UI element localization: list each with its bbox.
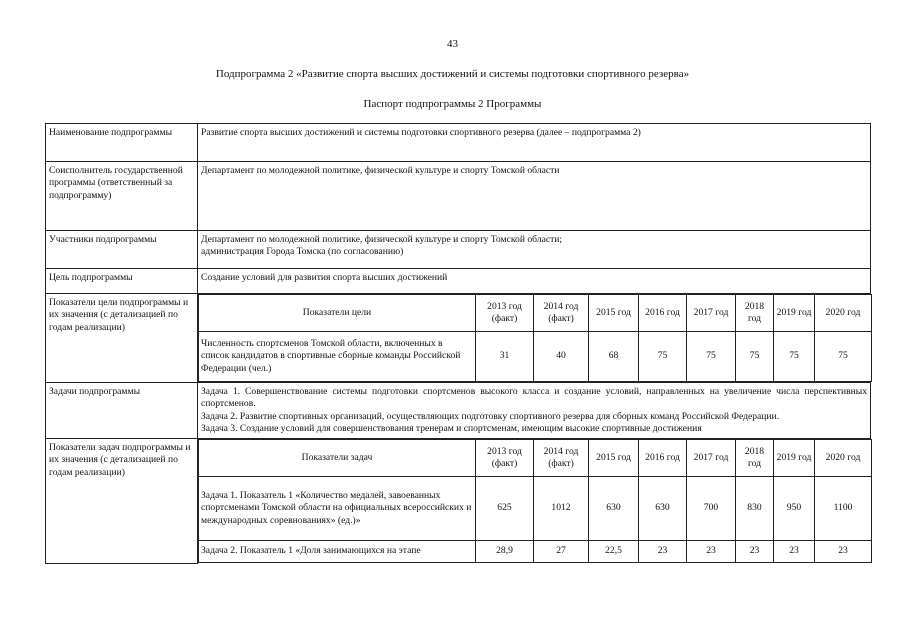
row-tasks (46, 383, 871, 439)
table-row (199, 541, 872, 563)
year-header: 2014 год (факт) (534, 295, 589, 332)
indicator-name-header: Показатели цели (199, 295, 476, 332)
goal-indicators-table (198, 294, 872, 382)
indicator-value: 630 (639, 477, 687, 541)
indicator-value: 23 (687, 541, 736, 563)
year-header: 2019 год (774, 440, 815, 477)
indicator-value: 40 (534, 332, 589, 382)
year-header: 2017 год (687, 295, 736, 332)
participant-line: Департамент по молодежной политике, физической культуре и спорту Томской области; (201, 234, 563, 245)
row-goal (46, 269, 871, 294)
indicator-value: 75 (774, 332, 815, 382)
indicator-value: 23 (639, 541, 687, 563)
tasks-cell (198, 383, 871, 439)
row-value (198, 231, 871, 269)
page-number: 43 (447, 38, 458, 50)
indicator-value: 23 (815, 541, 872, 563)
year-header: 2015 год (589, 440, 639, 477)
year-header: 2019 год (774, 295, 815, 332)
row-label: Показатели цели подпрограммы и их значения (с детализацией по годам реализации) (46, 294, 198, 383)
indicator-value: 630 (589, 477, 639, 541)
passport-table (45, 123, 871, 564)
year-header: 2016 год (639, 295, 687, 332)
year-header: 2013 год (факт) (476, 295, 534, 332)
indicator-value: 75 (687, 332, 736, 382)
indicator-value: 1100 (815, 477, 872, 541)
subprogram-title: Подпрограмма 2 «Развитие спорта высших достижений и системы подготовки спортивного резерва» (215, 68, 690, 80)
indicator-value: 75 (736, 332, 774, 382)
indicator-value: 31 (476, 332, 534, 382)
indicator-value: 68 (589, 332, 639, 382)
indicator-value: 23 (774, 541, 815, 563)
year-header: 2020 год (815, 295, 872, 332)
row-goal-indicators (46, 294, 871, 383)
row-participants (46, 231, 871, 269)
row-value: Создание условий для развития спорта высших достижений (198, 269, 871, 294)
indicator-name-header: Показатели задач (199, 440, 476, 477)
indicator-value: 27 (534, 541, 589, 563)
row-label: Показатели задач подпрограммы и их значения (с детализацией по годам реализации) (46, 439, 198, 564)
row-coexecutor (46, 162, 871, 231)
indicator-value: 1012 (534, 477, 589, 541)
indicator-name: Задача 2. Показатель 1 «Доля занимающихся на этапе (199, 541, 476, 563)
row-task-indicators (46, 439, 871, 564)
indicator-value: 950 (774, 477, 815, 541)
table-header-row (199, 440, 872, 477)
year-header: 2013 год (факт) (476, 440, 534, 477)
task-indicators-cell (198, 439, 871, 564)
year-header: 2015 год (589, 295, 639, 332)
row-label: Соисполнитель государственной программы (ответственный за подпрограмму) (46, 162, 198, 231)
task-item: Задача 1. Совершенствование системы подготовки спортсменов высокого класса и создание условий, направленных на увеличение числа перспективных спортсменов. (201, 386, 867, 410)
year-header: 2020 год (815, 440, 872, 477)
indicator-name: Численность спортсменов Томской области, включенных в список кандидатов в спортивные сборные команды Российской Федерации (чел.) (199, 332, 476, 382)
year-header: 2017 год (687, 440, 736, 477)
indicator-value: 23 (736, 541, 774, 563)
row-name (46, 124, 871, 162)
goal-indicators-cell (198, 294, 871, 383)
year-header: 2016 год (639, 440, 687, 477)
indicator-value: 75 (815, 332, 872, 382)
indicator-value: 625 (476, 477, 534, 541)
task-item: Задача 3. Создание условий для совершенствования тренерам и спортсменам, имеющим высокие спортивные достижения (201, 422, 702, 434)
year-header: 2014 год (факт) (534, 440, 589, 477)
participant-line: администрация Города Томска (по согласованию) (201, 246, 404, 258)
row-value: Развитие спорта высших достижений и системы подготовки спортивного резерва (далее – подпрограмма 2) (198, 124, 871, 162)
indicator-value: 28,9 (476, 541, 534, 563)
row-label: Задачи подпрограммы (46, 383, 198, 439)
row-label: Участники подпрограммы (46, 231, 198, 269)
year-header: 2018 год (736, 295, 774, 332)
indicator-value: 75 (639, 332, 687, 382)
row-label: Цель подпрограммы (46, 269, 198, 294)
row-value: Департамент по молодежной политике, физической культуре и спорту Томской области (198, 162, 871, 231)
indicator-value: 830 (736, 477, 774, 541)
table-header-row (199, 295, 872, 332)
row-label: Наименование подпрограммы (46, 124, 198, 162)
passport-title: Паспорт подпрограммы 2 Программы (363, 98, 542, 110)
year-header: 2018 год (736, 440, 774, 477)
table-row (199, 477, 872, 541)
indicator-value: 700 (687, 477, 736, 541)
indicator-name: Задача 1. Показатель 1 «Количество медалей, завоеванных спортсменами Томской области на официальных всероссийских и международных соревнованиях» (ед.)» (199, 477, 476, 541)
task-indicators-table (198, 439, 872, 563)
indicator-value: 22,5 (589, 541, 639, 563)
table-row (199, 332, 872, 382)
task-item: Задача 2. Развитие спортивных организаций, осуществляющих подготовку спортивного резерва для сборных команд Российской Федерации. (201, 410, 780, 422)
